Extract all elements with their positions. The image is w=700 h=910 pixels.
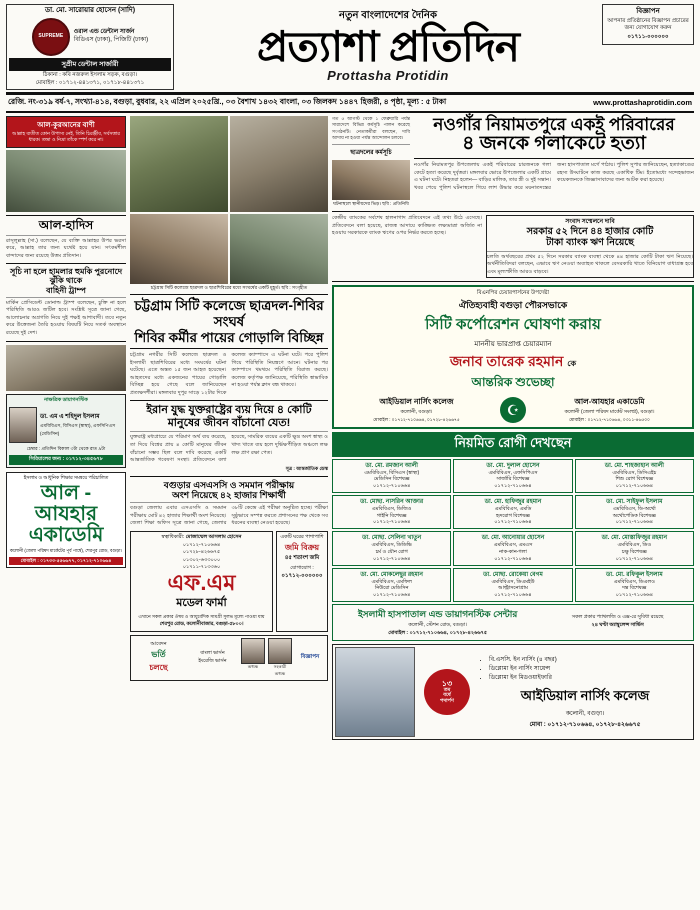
- doctor-degrees: এমবিবিএস, ডি-অর্থো: [612, 505, 656, 512]
- doctor-specialty: নিউরো মেডিসিন: [374, 585, 409, 592]
- left-ad-specialty: ওরাল এন্ড ডেন্টাল সার্জন: [73, 28, 135, 35]
- doctor-photo: [9, 407, 37, 443]
- notice-option-2[interactable]: ইংরেজি ভার্সন: [198, 657, 227, 664]
- main-content: [6, 116, 694, 740]
- doctor-ad-col1: [6, 394, 126, 468]
- lead-sidebar-head: ছাত্রদলের কর্মসূচি: [350, 150, 392, 157]
- right-ad-body: আপনার প্রতিষ্ঠানের বিজ্ঞাপন প্রচারের জন্য যোগাযোগ করুন: [607, 18, 689, 32]
- doctor-name: ডা. মো. দুলাল হোসেন: [486, 462, 540, 469]
- pharmacy-phone-1[interactable]: ০১৭১২-৭১০৬৬৪: [182, 541, 221, 548]
- doctor-card: [453, 568, 572, 602]
- doctor-card: [453, 531, 572, 565]
- doctor-card: [575, 531, 694, 565]
- staff-label-1: অধ্যক্ষ: [247, 663, 259, 669]
- anniversary-badge: [424, 669, 470, 715]
- photo-clash-1: [130, 116, 228, 212]
- hospital-name: ইসলামী হাসপাতাল এন্ড ডায়াগনস্টিক সেন্টার: [358, 608, 518, 619]
- newspaper-title: প্রত্যাশা প্রতিদিন: [257, 23, 519, 70]
- doctor-name: ডা. মো. হাফিজুর রহমান: [484, 498, 542, 505]
- supreme-seal-icon: SUPREME: [32, 18, 70, 56]
- hospital-note: সকল প্রকার প্যাথলজি ও এক্স-রে সুবিধা রয়েছে: [571, 614, 664, 621]
- bank-body: চলতি অর্থবছরের প্রথম ৫২ দিনে সরকার ব্যাংক ব্যবস্থা থেকে ৪৪ হাজার কোটি টাকা ঋণ নিয়েছে। অর্থনীতিবিদরা বলছেন, এভাবে ঋণ নেওয়া অব্যাহত থাকলে বেসরকারি খাতে বিনিয়োগ বাধাগ্রস্ত হবে এবং মূল্যস্ফীতি আরও বাড়বে।: [487, 253, 693, 275]
- photo-clash-4: [230, 214, 328, 284]
- land-sale-ad: [276, 531, 328, 632]
- right-ad-phone: ০১৭১১-০০০০০০: [627, 34, 669, 41]
- pharmacy-prop-label: স্বত্বাধিকারী:: [161, 533, 185, 540]
- doctor-phone[interactable]: ০১৭১২-৭১০৬৬৪: [494, 555, 532, 562]
- bank-box-head: সংবাদ সম্মেলনে দাবি: [565, 219, 615, 226]
- lead-body: নওগাঁর নিয়ামতপুর উপজেলায় একই পরিবারের চারজনকে গলা কেটে হত্যা করেছে দুর্বৃত্তরা। মঙ্গলবার ভোরে উপজেলার একটি গ্রামে এ ঘটনা ঘটে। নিহতরা হলেন— বাড়ির মালিক, তার স্ত্রী ও দুই সন্তান। খবর পেয়ে পুলিশ ঘটনাস্থলে গিয়ে লাশ উদ্ধার করে ময়নাতদন্তের জন্য হাসপাতাল মর্গে পাঠায়। পুলিশ সুপার জানিয়েছেন, হত্যাকাণ্ডের রহস্য উদ্ঘাটনে কাজ করছে একাধিক টিম। ইতোমধ্যে সন্দেহভাজন কয়েকজনকে জিজ্ঞাসাবাদের জন্য আটক করা হয়েছে।: [414, 162, 694, 191]
- doctor-phone[interactable]: ০১৭১২-৭১০৬৬৪: [372, 555, 411, 562]
- hadith-text: রাসূলুল্লাহ (সা.) বলেছেন, যে ব্যক্তি আল্লাহর উপর ভরসা করে, আল্লাহ তার জন্য যথেষ্ট হয়ে যান। সৎকর্মশীল বান্দাদের জন্য রয়েছে উত্তম প্রতিদান।: [6, 237, 126, 259]
- doctor-degrees: এমবিবিএস, ডিজিও: [371, 505, 412, 512]
- notice-line2: ভর্তি: [151, 649, 166, 659]
- banner-headline-2b: মানুষের জীবন বাঁচানো যেত!: [167, 416, 291, 429]
- news1-headline: সূচি না হলে হামলার হুমকি পুরনোদে ঝুঁকি থাকে: [9, 267, 123, 286]
- news1-text: মার্কিন প্রেসিডেন্ট ডোনাল্ড ট্রাম্প বলেছেন, চুক্তি না হলে পরিস্থিতি আরও জটিল হবে। সংশ্লিষ্ট সূত্রে জানা গেছে, আলোচনার অগ্রগতি নিয়ে দুই পক্ষই আশাবাদী। তবে নতুন করে উত্তেজনা তৈরি হওয়ায় বিষয়টি নিয়ে সতর্ক অবস্থানে রয়েছে দুই দেশ।: [6, 299, 126, 336]
- doctor-degrees: এমবিবিএস, বিসিএস (স্বাস্থ্য): [364, 469, 420, 476]
- doctor-degrees: এমবিবিএস, ডিডিভি: [371, 542, 412, 549]
- cong-line2: সিটি কর্পোরেশন ঘোষণা করায়: [425, 315, 601, 333]
- left-ad-clinic-name: সুপ্রীম ডেন্টাল সার্জারী: [9, 58, 171, 71]
- doctor-phone[interactable]: ০১৭১২-৭১০৬৬৪: [615, 555, 654, 562]
- bank-headline-2: টাকা ব্যাংক ঋণ নিয়েছে: [546, 237, 634, 249]
- badge-number: ১৩: [441, 678, 453, 688]
- banner-headline-3a: বগুড়ার এসএসসি ও সমমান পরীক্ষায়: [163, 479, 295, 490]
- quran-box-body: আল্লাহ ব্যতীত কোন উপাস্য নেই, তিনি চিরঞ্জীব, সর্বসত্তার ধারক। তন্দ্রা ও নিদ্রা তাঁকে স্পর্শ করে না।: [12, 131, 120, 144]
- building-photo: [335, 647, 415, 737]
- doctor-name: ডা. মো. মোস্তাফিজুর রহমান: [601, 535, 668, 542]
- photo-clash-3: [130, 214, 228, 284]
- doctor-name: ডা. মোছা. রোকেয়া বেগম: [483, 571, 543, 578]
- doctor-degrees: এমবিবিএস, ডিএলও: [613, 578, 655, 585]
- course-list: [489, 656, 691, 683]
- pharmacy-address: শেরপুর রোড, কলোনীবাজার, বগুড়া-৫৮০০।: [159, 621, 244, 627]
- issue-info-bar: [6, 94, 694, 113]
- al-azhar-ad: [6, 472, 126, 568]
- notice-line1: আবেদন: [150, 640, 167, 647]
- lead-headline-line1: নওগাঁর নিয়ামতপুরে একই পরিবারের: [433, 114, 675, 134]
- doctor-phone[interactable]: ০১৭১২-৭১০৬৬৪: [615, 519, 654, 526]
- staff-photo-1: [241, 638, 265, 664]
- quran-box-head: আল-কুরআনের বাণী: [37, 121, 95, 129]
- doctor-specialty: চক্ষু বিশেষজ্ঞ: [621, 549, 647, 556]
- banner-headline-1b: শিবির কর্মীর পায়ের গোড়ালি বিচ্ছিন্ন: [134, 329, 324, 345]
- doctor-name: ডা. মো. মোকলেছুর রহমান: [360, 571, 423, 578]
- news1-subhead: বাহিনী ট্রাম্প: [46, 285, 86, 295]
- notice-option-1[interactable]: বাংলা ভার্সন: [200, 649, 225, 656]
- doctor-name: ডা. মোছা. সেলিনা খাতুন: [362, 535, 422, 542]
- doctor-phone[interactable]: ০১৭১২-৭১০৬৬৪: [494, 592, 532, 599]
- doctor-specialty: অর্থোপেডিক বিশেষজ্ঞ: [612, 512, 656, 519]
- cong-top: বিএনপির চেয়ারপার্সনের উপদেষ্টা: [476, 289, 550, 296]
- doctor-phone[interactable]: ০১৭১২-৭১০৬৬৪: [372, 592, 411, 599]
- badge-line1: তম: [443, 687, 451, 694]
- right-extra-body: কেন্দ্রীয় ব্যাংকের সর্বশেষ হালনাগাদ প্রতিবেদনে এই তথ্য উঠে এসেছে। প্রতিবেদনে বলা হয়েছে, রাজস্ব আদায়ে কাঙ্ক্ষিত লক্ষ্যমাত্রা অর্জিত না হওয়ায় সরকারকে ব্যাংক ঋণের ওপর নির্ভর করতে হচ্ছে।: [332, 215, 482, 237]
- doctor-degrees: এমবিবিএস, ডিএমইউ: [491, 578, 535, 585]
- banner-headline-2a: ইরান যুদ্ধ যুক্তরাষ্ট্রের ব্যয় দিয়ে ৪ কোটি: [146, 404, 312, 417]
- doctor-degrees: এমবিবিএস, ডিও: [617, 542, 652, 549]
- doctor-name: ডা. মোছা. নাসরিন আক্তার: [360, 498, 424, 505]
- pharmacy-name: এফ.এম: [167, 569, 236, 595]
- cong-person-suffix: কে: [567, 358, 577, 368]
- column-1: [6, 116, 126, 740]
- badge-line3: পদার্পণ: [440, 697, 454, 704]
- doctor-degrees: এমবিবিএস, এমফিল: [371, 578, 412, 585]
- course-item: • বি.এসসি. ইন নার্সিং (৪ বছর): [489, 656, 691, 665]
- azhar-name-line2: একাডেমি: [28, 523, 104, 546]
- lead-sidebar-text: গত ৫ আগস্ট থেকে ১ ফেব্রুয়ারি পর্যন্ত সারাদেশে বিভিন্ন কর্মসূচি পালন করেছে সংগঠনটি। নেতাকর্মীরা বলছেন, দাবি আদায় না হওয়া পর্যন্ত আন্দোলন চলবে।: [332, 115, 410, 141]
- photo-clash-2: [230, 116, 328, 212]
- banner-headline-3b: অংশ নিয়েছে ৪২ হাজার শিক্ষার্থী: [172, 489, 286, 500]
- doctor-card: [453, 459, 572, 493]
- nursing-college-phone[interactable]: মোবা : ০১৭১২-৭১০৬৬৪, ০১৭২৮-৪২৬৬৭৫: [529, 721, 641, 728]
- doctor-card: [575, 495, 694, 529]
- column-right: [332, 116, 694, 740]
- doctor-specialty: গাইনি বিশেষজ্ঞ: [376, 512, 407, 519]
- cong-line1: ঐতিহ্যবাহী বগুড়া পৌরসভাকে: [458, 299, 568, 310]
- notice-ad-label: বিজ্ঞাপন: [300, 653, 320, 660]
- hospital-ad: [332, 604, 694, 641]
- pharmacy-prop-name: মোজাম্মেল আসলাম হোসেন: [185, 533, 242, 540]
- doctor-specialty: দন্ত বিশেষজ্ঞ: [622, 585, 647, 592]
- doctor-specialty: মেডিসিন বিশেষজ্ঞ: [373, 476, 410, 483]
- lead-headline-line2: ৪ জনকে গলাকেটে হত্যা: [462, 133, 646, 155]
- left-ad-address: ঠিকানা : কবি নজরুল ইসলাম সড়ক, বগুড়া।: [42, 71, 138, 78]
- website-url[interactable]: www.prottashaprotidin.com: [593, 98, 692, 107]
- photo-caption-col3: ঘটনাস্থলে স্থানীয়দের ভিড়। ছবি : প্রতিনিধি: [333, 201, 409, 207]
- hadith-title: আল-হাদিস: [38, 217, 94, 232]
- land-ad-line2: জমি বিক্রয়: [284, 542, 320, 552]
- notice-line3: চলছে: [149, 662, 168, 672]
- banner-headline-1a: চট্টগ্রাম সিটি কলেজে ছাত্রদল-শিবির সংঘর্ষ: [134, 298, 324, 329]
- doctor-name: ডা. মো. আনোয়ার হোসেন: [481, 535, 545, 542]
- masthead-tagline: নতুন বাংলাদেশের দৈনিক: [339, 10, 437, 21]
- doctor-card: [332, 531, 451, 565]
- nursing-college-name: আইডিয়াল নার্সিং কলেজ: [520, 687, 650, 703]
- photo-col3-small: [332, 160, 410, 200]
- cong-left-org: আইডিয়াল নার্সিং কলেজ: [379, 396, 454, 406]
- land-ad-phone[interactable]: ০১৭১২-০০০০০০: [281, 572, 323, 579]
- doctor-name: ডা. মো. সাইফুল ইসলাম: [606, 498, 663, 505]
- doctors-grid: [332, 459, 694, 602]
- photo-col1-b: [6, 345, 126, 391]
- doctor-specialty: আল্ট্রাসনোগ্রাম: [498, 585, 528, 592]
- doctor-specialty: চর্ম ও যৌন রোগ: [375, 549, 408, 556]
- doctor-degrees: এমবিবিএস, এমএস: [493, 542, 533, 549]
- doctor-specialty: শিশু রোগ বিশেষজ্ঞ: [615, 476, 654, 483]
- congratulation-ad: [332, 285, 694, 429]
- cong-line5: আন্তরিক শুভেচ্ছা: [471, 374, 555, 389]
- quran-box: [6, 116, 126, 148]
- issue-details: রেজি. নং-৩১৯ বর্ষ-৭, সংখ্যা-৪১৪, বগুড়া, বুধবার, ২২ এপ্রিল ২০২৫খ্রি., ০৩ বৈশাখ ১৪৩২ বাংলা, ০৩ জিলকদ ১৪৪৭ হিজরী, ৪ পৃষ্ঠা, মূল্য : ৫ টাকা: [8, 96, 447, 106]
- article-body-2: যুক্তরাষ্ট্র মধ্যপ্রাচ্যে যে পরিমাণ অর্থ ব্যয় করেছে, তা দিয়ে বিশ্বের প্রায় ৪ কোটি মানুষের জীবন বাঁচানো সম্ভব ছিল বলে দাবি করেছে একটি আন্তর্জাতিক গবেষণা সংস্থা। প্রতিবেদনে বলা হয়েছে, সামরিক ব্যয়ের একটি ক্ষুদ্র অংশ স্বাস্থ্য ও খাদ্য খাতে ব্যয় হলে দুর্ভিক্ষপীড়িত অঞ্চলে লক্ষ লক্ষ প্রাণ রক্ষা পেত।: [130, 434, 328, 464]
- nursing-college-sub: কলোনী, বগুড়া।: [565, 710, 605, 717]
- doctor-phone[interactable]: ০১৭১২-৭১০৬৬৪: [494, 519, 532, 526]
- cong-right-org: আল-আযহার একাডেমি: [574, 396, 645, 406]
- left-ad-doctor-name: ডা. মো. সারোয়ার হোসেন (সাদি): [44, 7, 136, 14]
- doctor-ad-tagline: নাক্ষত্রিক ডায়াগনস্টিক: [44, 396, 88, 403]
- doctor-card: [332, 568, 451, 602]
- hospital-phone[interactable]: মোবাইল : ০১৭১২-৭১০৬৬৪, ০১৭২৮-৪২৬৬৭৫: [388, 629, 488, 636]
- cong-left-sub: কলোনী, বগুড়া।: [400, 408, 433, 415]
- masthead: [6, 4, 694, 94]
- course-item: • ডিপ্লোমা ইন মিডওয়াইফারি: [489, 674, 691, 683]
- cong-right-phone[interactable]: মোবাইল : ০১৭১২-৭১০৬৬৪, ০৩১১-৪৬৫০০: [569, 416, 650, 422]
- pharmacy-ad: [130, 531, 273, 632]
- article-body-3: বগুড়া জেলায় এবার এসএসসি ও সমমান পরীক্ষায় মোট ৪২ হাজার শিক্ষার্থী অংশ নিয়েছে। জেলা শিক্ষা অফিস সূত্রে জানা গেছে, জেলার ৩৮টি কেন্দ্রে এই পরীক্ষা অনুষ্ঠিত হচ্ছে। পরীক্ষা সুষ্ঠুভাবে সম্পন্ন করতে প্রশাসনের পক্ষ থেকে সব ধরনের ব্যবস্থা নেওয়া হয়েছে।: [130, 505, 328, 527]
- doctor-phone[interactable]: ০১৭১২-৭১০৬৬৪: [615, 592, 654, 599]
- doctor-phone[interactable]: ০১৭১২-৭১০৬৬৪: [372, 519, 411, 526]
- bank-headline-1: সরকার ৫২ দিনে ৪৪ হাজার কোটি: [526, 226, 654, 238]
- azhar-phone[interactable]: মোবাইল : ০১৭৩৩-৫৫৬৬৭৭, ০১৭১২-৭১০৬৬৪: [9, 557, 123, 565]
- hospital-extra: ২৪ ঘণ্টা অ্যাম্বুলেন্স সার্ভিস: [591, 622, 644, 629]
- doctor-specialty: হৃদরোগ বিশেষজ্ঞ: [496, 512, 530, 519]
- course-item: • ডিপ্লোমা ইন নার্সিং সায়েন্স: [489, 665, 691, 674]
- doctor-phone[interactable]: ০১৭১২-৭১০৬৬৪: [615, 483, 654, 490]
- doctor-degrees: এমবিবিএস, এফসিপিএস: [488, 469, 538, 476]
- doctor-phone[interactable]: ০১৭১২-৭১০৬৬৪: [372, 483, 411, 490]
- mosque-icon: ☪: [500, 397, 526, 423]
- doctor-card: [332, 459, 451, 493]
- left-ad-degrees: বিডিএস (ঢাকা), পিজিটি (ঢাকা): [73, 36, 149, 43]
- pharmacy-phone-2[interactable]: ০১৭২৮-৪২৬৬৭৫: [182, 549, 221, 556]
- badge-line2: বর্ষে: [443, 692, 451, 699]
- photo-col1: [6, 150, 126, 212]
- staff-photo-2: [268, 638, 292, 664]
- azhar-top-line: ইসলাম ও আধুনিক শিক্ষার সমন্বয়ে পরিচালিত: [23, 475, 109, 481]
- cong-right-sub: কলোনী (জেলা পরিষদ মার্কেট সংলগ্ন), বগুড়া।: [564, 408, 655, 415]
- doctor-card: [575, 568, 694, 602]
- doctor-phone[interactable]: ০১৭১২-৭১০৬৬৪: [494, 483, 532, 490]
- doctor-card: [453, 495, 572, 529]
- pharmacy-note: এখানে সকল প্রকার ঔষধ ও আয়ুর্বেদিক সামগ্রী সুলভ মূল্যে পাওয়া যায়: [138, 613, 265, 619]
- photo-caption-col2: চট্টগ্রাম সিটি কলেজে ছাত্রদল ও ছাত্রশিবিরের মধ্যে সংঘর্ষের একটি মুহূর্ত। ছবি : সংগৃহীত: [150, 284, 308, 290]
- doctor-ad-phone[interactable]: সিরিয়ালের জন্য : ০১৭১২-৩৪৫৬৭৮: [9, 455, 123, 465]
- newspaper-title-roman: Prottasha Protidin: [327, 68, 449, 83]
- masthead-right-ad: [602, 4, 694, 45]
- doctor-card: [332, 495, 451, 529]
- masthead-center: [174, 4, 602, 83]
- doctor-ad-note: চেম্বার : প্রতিদিন বিকাল ৩টা থেকে রাত ৯টা: [26, 445, 106, 451]
- land-ad-line3: ৪৫ শতাংশ জমি: [284, 554, 320, 561]
- azhar-address: কলোনী (জেলা পরিষদ মার্কেটের পূর্ব পার্শ্বে), শেরপুর রোড, বগুড়া।: [9, 547, 123, 553]
- hospital-address: কলোনী, স্টেশন রোড, বগুড়া।: [408, 621, 467, 628]
- land-ad-contact-label: যোগাযোগ :: [290, 564, 314, 571]
- doctor-specialty: সার্জারি বিশেষজ্ঞ: [496, 476, 530, 483]
- doctor-ad-name: ডা. এম এ শহিদুল ইসলাম: [40, 414, 100, 421]
- pharmacy-subname: মডেল ফার্মা: [176, 596, 227, 609]
- article-2-source: সূত্র : আন্তর্জাতিক ডেস্ক: [285, 465, 328, 471]
- doctor-name: ডা. মো. রমজান আলী: [365, 462, 418, 469]
- doctor-card: [575, 459, 694, 493]
- doctor-degrees: এমবিবিএস, ডিসিএইচ: [612, 469, 657, 476]
- admission-notice-ad: [130, 635, 328, 681]
- masthead-left-ad: [6, 4, 174, 90]
- doctor-specialty: নাক-কান-গলা: [499, 549, 527, 556]
- right-ad-title: বিজ্ঞাপন: [636, 8, 660, 15]
- doctor-name: ডা. মো. রফিকুল ইসলাম: [605, 571, 663, 578]
- cong-line3: মাননীয় ভারপ্রাপ্ত চেয়ারম্যান: [474, 340, 552, 348]
- article-body-1: চট্টগ্রাম নগরীর সিটি কলেজে ছাত্রদল ও ইসলামী ছাত্রশিবিরের মধ্যে সংঘর্ষের ঘটনা ঘটেছে। এতে অন্তত ১৫ জন আহত হয়েছেন। আহতদের মধ্যে একজনের পায়ের গোড়ালি বিচ্ছিন্ন হয়ে গেছে বলে জানিয়েছেন প্রত্যক্ষদর্শীরা। মঙ্গলবার দুপুর সাড়ে ১২টার দিকে কলেজ ক্যাম্পাসে এ ঘটনা ঘটে। পরে পুলিশ গিয়ে পরিস্থিতি নিয়ন্ত্রণে আনে। ঘটনার পর ক্যাম্পাসে থমথমে পরিস্থিতি বিরাজ করছে। কলেজ কর্তৃপক্ষ জানিয়েছে, পরিস্থিতি স্বাভাবিক না হওয়া পর্যন্ত ক্লাস বন্ধ থাকবে।: [130, 352, 328, 396]
- land-ad-line1: একটি ঘরের পাশাপাশি: [280, 533, 324, 540]
- pharmacy-phone-3[interactable]: ০১৩০২-৬৩৩০০০: [182, 556, 221, 563]
- doctor-name: ডা. মো. শাহজাহান আলী: [604, 462, 664, 469]
- doctors-section-header: নিয়মিত রোগী দেখছেন: [332, 432, 694, 457]
- doctor-ad-degrees: এমবিবিএস, বিসিএস (স্বাস্থ্য), এফসিপিএস (মেডিসিন): [40, 423, 116, 437]
- left-ad-logo-row: [9, 18, 171, 56]
- cong-left-phone[interactable]: মোবাইল : ০১৭১২-৭১০৬৬৪, ০১৭২৮-৪২৬৬৭৫: [373, 416, 460, 422]
- pharmacy-phone-4[interactable]: ০১৭১১-৭১৩৩৬০: [182, 564, 221, 571]
- doctor-degrees: এমবিবিএস, এমডি: [494, 505, 532, 512]
- nursing-college-ad: [332, 644, 694, 740]
- staff-label-2: সহকারী অধ্যক্ষ: [273, 663, 287, 676]
- azhar-name-line1: আল - আযহার: [34, 481, 98, 525]
- column-2: [130, 116, 328, 740]
- cong-person-name: জনাব তারেক রহমান: [449, 352, 564, 369]
- left-ad-phone: মোবাইল : ০১৭১২-৪৪১৩৭১, ০১৭১৮-৪৪১৩৭১: [35, 79, 145, 86]
